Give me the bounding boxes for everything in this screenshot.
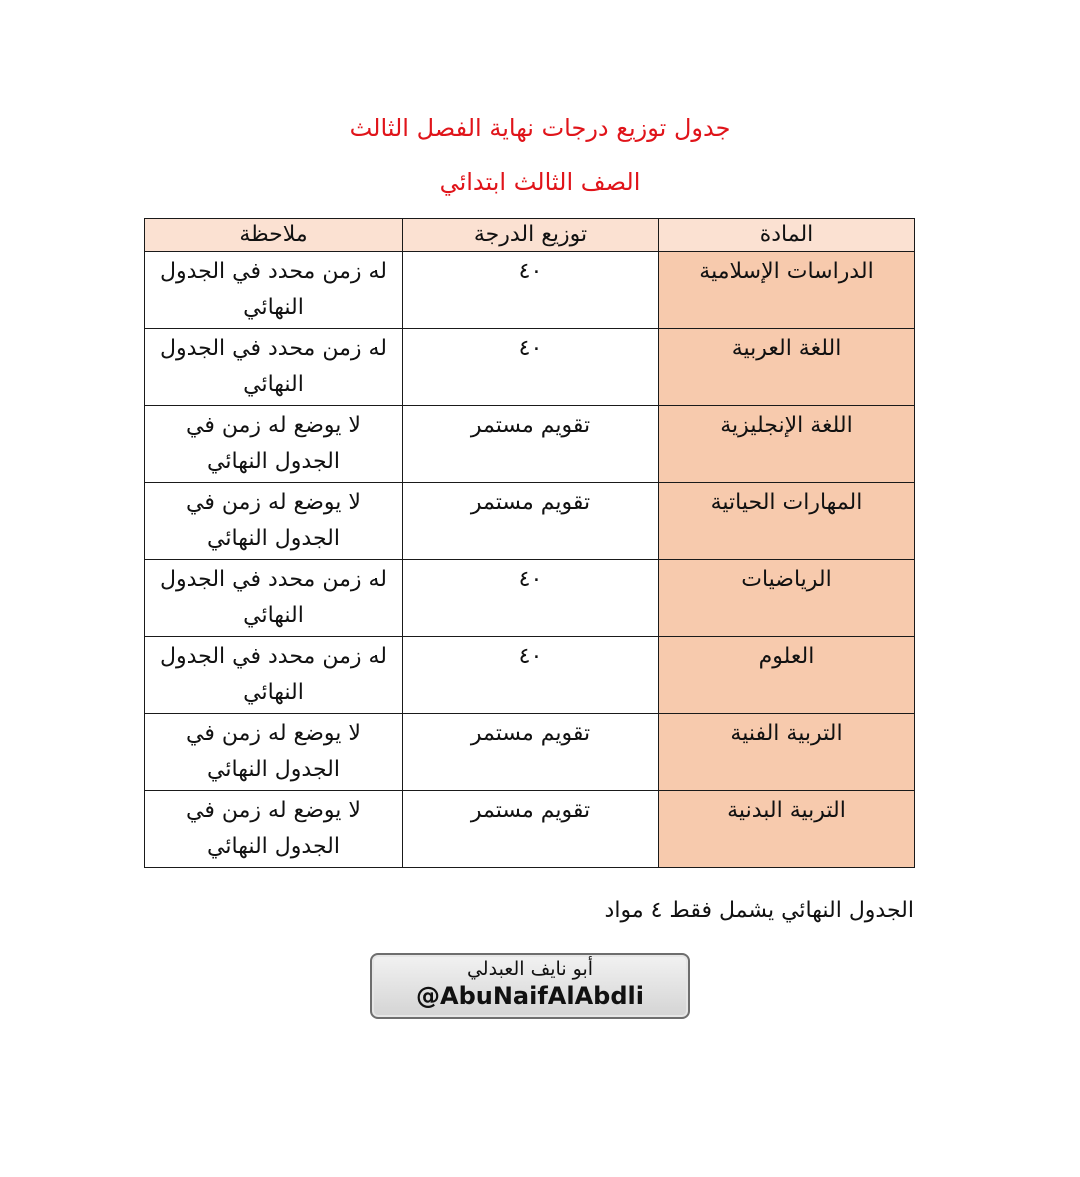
watermark-name: أبو نايف العبدلي bbox=[466, 958, 594, 980]
document-subtitle: الصف الثالث ابتدائي bbox=[439, 168, 641, 196]
grades-table bbox=[144, 218, 915, 868]
author-watermark bbox=[370, 953, 690, 1019]
subject-cell: الرياضيات bbox=[659, 560, 915, 637]
table-header-row bbox=[145, 219, 915, 252]
grade-cell: ٤٠ bbox=[403, 560, 659, 637]
grade-cell: تقويم مستمر bbox=[403, 483, 659, 560]
table-row bbox=[145, 252, 915, 329]
document-title: جدول توزيع درجات نهاية الفصل الثالث bbox=[349, 114, 731, 142]
header-note: ملاحظة bbox=[145, 219, 403, 252]
subject-cell: المهارات الحياتية bbox=[659, 483, 915, 560]
header-grade-distribution: توزيع الدرجة bbox=[403, 219, 659, 252]
grade-cell: ٤٠ bbox=[403, 252, 659, 329]
note-cell: لا يوضع له زمن في الجدول النهائي bbox=[145, 406, 403, 483]
note-cell: له زمن محدد في الجدول النهائي bbox=[145, 252, 403, 329]
grade-cell: تقويم مستمر bbox=[403, 406, 659, 483]
subject-cell: الدراسات الإسلامية bbox=[659, 252, 915, 329]
subject-cell: التربية البدنية bbox=[659, 791, 915, 868]
grade-cell: ٤٠ bbox=[403, 329, 659, 406]
table-row bbox=[145, 791, 915, 868]
subject-cell: العلوم bbox=[659, 637, 915, 714]
watermark-handle: @AbuNaifAlAbdli bbox=[416, 982, 644, 1010]
header-subject: المادة bbox=[659, 219, 915, 252]
note-cell: لا يوضع له زمن في الجدول النهائي bbox=[145, 483, 403, 560]
grade-cell: تقويم مستمر bbox=[403, 791, 659, 868]
note-cell: له زمن محدد في الجدول النهائي bbox=[145, 329, 403, 406]
grade-cell: تقويم مستمر bbox=[403, 714, 659, 791]
table-row bbox=[145, 406, 915, 483]
table-row bbox=[145, 560, 915, 637]
subject-cell: التربية الفنية bbox=[659, 714, 915, 791]
table-row bbox=[145, 637, 915, 714]
note-cell: له زمن محدد في الجدول النهائي bbox=[145, 637, 403, 714]
note-cell: لا يوضع له زمن في الجدول النهائي bbox=[145, 714, 403, 791]
subject-cell: اللغة العربية bbox=[659, 329, 915, 406]
table-row bbox=[145, 714, 915, 791]
grade-cell: ٤٠ bbox=[403, 637, 659, 714]
table-row bbox=[145, 483, 915, 560]
note-cell: له زمن محدد في الجدول النهائي bbox=[145, 560, 403, 637]
footnote: الجدول النهائي يشمل فقط ٤ مواد bbox=[604, 898, 914, 923]
table-row bbox=[145, 329, 915, 406]
subject-cell: اللغة الإنجليزية bbox=[659, 406, 915, 483]
note-cell: لا يوضع له زمن في الجدول النهائي bbox=[145, 791, 403, 868]
